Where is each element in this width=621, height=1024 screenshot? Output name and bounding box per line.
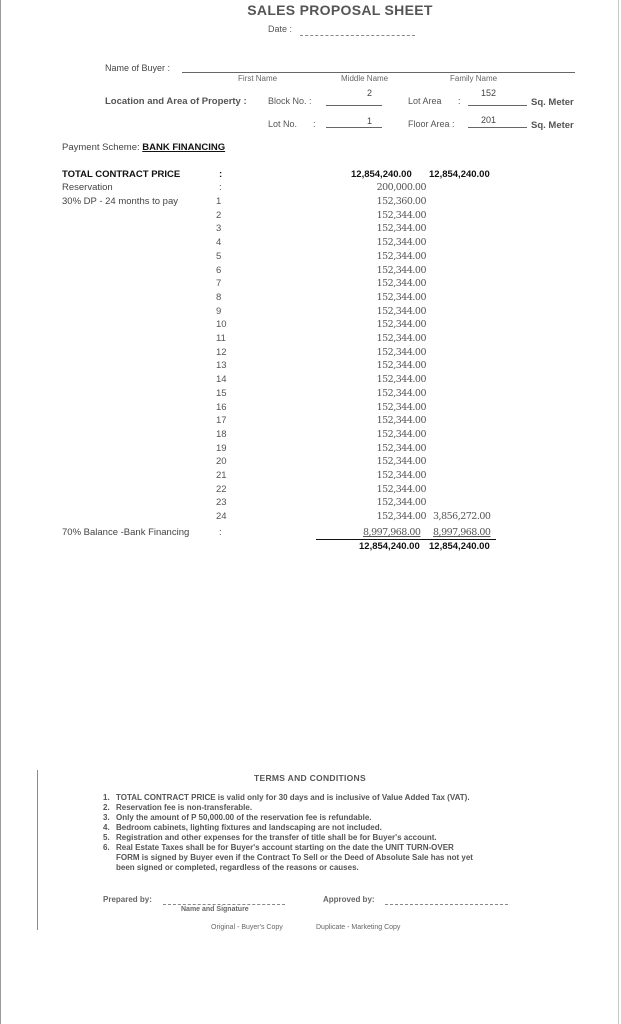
- location-label: Location and Area of Property :: [105, 96, 247, 107]
- tcp-value: 12,854,240.00: [351, 169, 412, 180]
- page-edge-left: [0, 0, 1, 1024]
- term-number: 5.: [103, 833, 110, 842]
- installment-amount: 152,344.00: [376, 250, 426, 262]
- payment-scheme-value: BANK FINANCING: [142, 142, 226, 153]
- block-value: 2: [367, 88, 373, 98]
- balance-total: 8,997,968.00: [433, 527, 491, 538]
- balance-label: 70% Balance -Bank Financing: [62, 527, 190, 538]
- installment-number: 17: [216, 415, 227, 427]
- balance-colon: :: [219, 527, 222, 538]
- lot-area-unit: Sq. Meter: [531, 97, 574, 108]
- installment-number: 7: [216, 278, 222, 290]
- installment-number: 14: [216, 374, 227, 386]
- buyer-name-field[interactable]: [182, 72, 575, 73]
- installment-number: 2: [216, 209, 222, 221]
- term-text: Reservation fee is non-transferable.: [116, 803, 253, 812]
- installment-amount: 152,344.00: [376, 305, 426, 317]
- installment-amount: 152,344.00: [376, 511, 426, 523]
- installment-number: 12: [216, 346, 227, 358]
- lot-area-field[interactable]: [468, 105, 527, 106]
- term-item: [103, 823, 382, 832]
- term-text: Registration and other expenses for the transfer of title shall be for Buyer's account.: [116, 833, 437, 842]
- dp-label: 30% DP - 24 months to pay: [62, 196, 178, 207]
- installment-amount: 152,344.00: [376, 374, 426, 386]
- installment-amount: 152,344.00: [376, 264, 426, 276]
- installment-number: 6: [216, 264, 222, 276]
- margin-line: [37, 770, 38, 930]
- installment-amount: 152,344.00: [376, 428, 426, 440]
- installment-amount: 152,344.00: [376, 360, 426, 372]
- installment-amount: 152,344.00: [376, 456, 426, 468]
- installment-amount: 152,344.00: [376, 278, 426, 290]
- term-6-line-2: FORM is signed by Buyer even if the Contract To Sell or the Deed of Absolute Sale has not yet: [116, 853, 473, 862]
- installment-amount: 152,344.00: [376, 291, 426, 303]
- installment-number: 15: [216, 387, 227, 399]
- block-field[interactable]: [326, 105, 382, 106]
- term-item: [103, 833, 437, 842]
- buyer-label: Name of Buyer :: [105, 63, 171, 73]
- prepared-by-label: Prepared by:: [103, 895, 152, 904]
- lot-no-value: 1: [367, 116, 373, 126]
- installment-number: 5: [216, 250, 222, 262]
- installment-number: 3: [216, 223, 222, 235]
- installment-number: 23: [216, 497, 227, 509]
- lot-no-colon: :: [313, 119, 316, 129]
- installment-number: 20: [216, 456, 227, 468]
- duplicate-copy-label: Duplicate - Marketing Copy: [316, 924, 401, 931]
- payment-scheme: [62, 142, 225, 153]
- installment-number: 9: [216, 305, 222, 317]
- installment-amount: 152,344.00: [376, 209, 426, 221]
- installment-number: 1: [216, 196, 222, 207]
- prepared-by-field[interactable]: [163, 904, 285, 905]
- term-text: Only the amount of P 50,000.00 of the reservation fee is refundable.: [116, 813, 372, 822]
- installment-amount: 152,344.00: [376, 483, 426, 495]
- installment-number: 4: [216, 237, 222, 249]
- lot-area-colon: :: [458, 96, 461, 106]
- installment-amount: 152,344.00: [376, 387, 426, 399]
- grand-total: 12,854,240.00: [429, 541, 490, 552]
- installment-number: 22: [216, 483, 227, 495]
- date-label: Date :: [268, 24, 293, 34]
- installment-amount: 152,344.00: [376, 223, 426, 235]
- page-edge-right: [618, 0, 619, 1024]
- lot-no-label: Lot No.: [268, 119, 298, 129]
- terms-title: TERMS AND CONDITIONS: [254, 773, 366, 783]
- installment-amount: 152,344.00: [376, 442, 426, 454]
- dp-total: 3,856,272.00: [433, 511, 491, 522]
- approved-by-label: Approved by:: [323, 895, 375, 904]
- floor-area-unit: Sq. Meter: [531, 120, 574, 131]
- installment-amount: 152,344.00: [376, 470, 426, 481]
- installment-number: 10: [216, 319, 227, 331]
- reservation-value: 200,000.00: [376, 182, 426, 193]
- original-copy-label: Original - Buyer's Copy: [211, 924, 283, 931]
- middle-name-label: Middle Name: [341, 74, 389, 83]
- term-6-line-3: been signed or completed, regardless of the reasons or causes.: [116, 863, 359, 872]
- installment-amount: 152,344.00: [376, 319, 426, 331]
- tcp-label: TOTAL CONTRACT PRICE: [62, 169, 181, 180]
- term-text: TOTAL CONTRACT PRICE is valid only for 30 days and is inclusive of Value Added Tax (VAT).: [116, 793, 470, 802]
- lot-area-value: 152: [481, 88, 497, 98]
- term-item: [103, 793, 470, 802]
- lot-area-label: Lot Area: [408, 96, 442, 106]
- installment-amount: 152,344.00: [376, 415, 426, 427]
- installment-amount: 152,344.00: [376, 333, 426, 344]
- date-field[interactable]: [300, 35, 415, 36]
- reservation-colon: :: [219, 182, 222, 193]
- term-number: 4.: [103, 823, 110, 832]
- installment-number: 8: [216, 291, 222, 303]
- term-text: Bedroom cabinets, lighting fixtures and landscaping are not included.: [116, 823, 382, 832]
- installment-amount: 152,344.00: [376, 237, 426, 249]
- floor-area-label: Floor Area :: [408, 119, 455, 129]
- reservation-label: Reservation: [62, 182, 113, 193]
- installment-amount: 152,344.00: [376, 401, 426, 413]
- term-text: Real Estate Taxes shall be for Buyer's account starting on the date the UNIT TURN-OVER: [116, 843, 454, 852]
- block-label: Block No. :: [268, 96, 312, 106]
- term-item: [103, 803, 252, 812]
- installment-number: 24: [216, 511, 227, 523]
- term-number: 3.: [103, 813, 110, 822]
- installment-number: 19: [216, 442, 227, 454]
- first-name-label: First Name: [238, 74, 278, 83]
- installment-number: 18: [216, 428, 227, 440]
- tcp-total: 12,854,240.00: [429, 169, 490, 180]
- approved-by-field[interactable]: [385, 904, 508, 905]
- total-rule: [316, 539, 496, 540]
- term-number: 2.: [103, 803, 110, 812]
- name-signature-label: Name and Signature: [181, 906, 249, 913]
- installment-number: 11: [216, 333, 226, 344]
- installment-amount: 152,344.00: [376, 497, 426, 509]
- installment-amount: 152,344.00: [376, 346, 426, 358]
- floor-area-field[interactable]: [468, 127, 527, 128]
- term-item: [103, 813, 371, 822]
- document-title: SALES PROPOSAL SHEET: [247, 2, 433, 18]
- payment-scheme-label: Payment Scheme:: [62, 142, 140, 153]
- floor-area-value: 201: [481, 115, 497, 125]
- term-item: [103, 843, 454, 852]
- lot-no-field[interactable]: [326, 127, 382, 128]
- balance-value: 8,997,968.00: [363, 527, 421, 538]
- installment-number: 13: [216, 360, 227, 372]
- installment-number: 16: [216, 401, 227, 413]
- family-name-label: Family Name: [450, 74, 498, 83]
- tcp-colon: :: [219, 169, 223, 180]
- installment-number: 21: [216, 470, 227, 481]
- term-number: 1.: [103, 793, 110, 802]
- grand-value: 12,854,240.00: [359, 541, 420, 552]
- term-number: 6.: [103, 843, 110, 852]
- installment-amount: 152,360.00: [376, 196, 426, 207]
